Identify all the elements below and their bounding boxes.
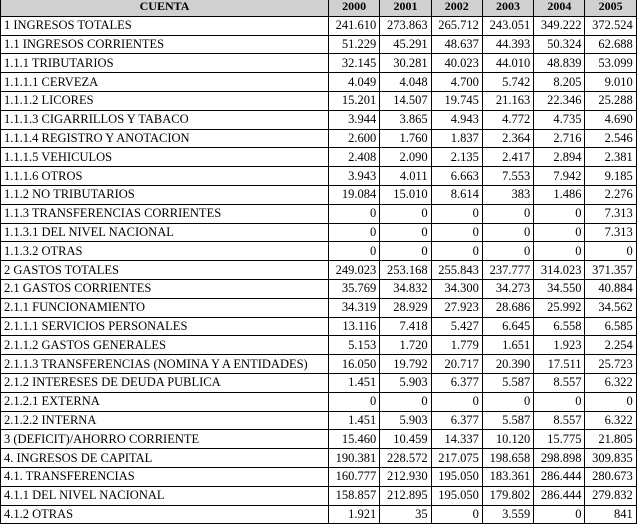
table-row: [1, 16, 637, 35]
value-cell: 1.486: [534, 185, 585, 204]
value-cell: 1.720: [380, 336, 431, 355]
table-row: [1, 261, 637, 280]
cuenta-cell: 1 INGRESOS TOTALES: [1, 16, 329, 35]
value-cell: 2.546: [585, 129, 636, 148]
value-cell: 5.903: [380, 411, 431, 430]
value-cell: 44.393: [482, 35, 533, 54]
value-cell: 255.843: [431, 261, 482, 280]
value-cell: 6.377: [431, 411, 482, 430]
header-cuenta: CUENTA: [1, 0, 329, 16]
value-cell: 183.361: [482, 467, 533, 486]
value-cell: 0: [329, 223, 380, 242]
value-cell: 50.324: [534, 35, 585, 54]
value-cell: 243.051: [482, 16, 533, 35]
value-cell: 6.585: [585, 317, 636, 336]
value-cell: 2.894: [534, 148, 585, 167]
value-cell: 32.145: [329, 54, 380, 73]
value-cell: 0: [380, 242, 431, 261]
value-cell: 34.832: [380, 279, 431, 298]
value-cell: 1.921: [329, 505, 380, 524]
value-cell: 19.745: [431, 91, 482, 110]
value-cell: 9.185: [585, 167, 636, 186]
header-year: 2002: [431, 0, 482, 16]
value-cell: 349.222: [534, 16, 585, 35]
value-cell: 6.663: [431, 167, 482, 186]
value-cell: 286.444: [534, 486, 585, 505]
value-cell: 212.930: [380, 467, 431, 486]
cuenta-cell: 2.1.2.2 INTERNA: [1, 411, 329, 430]
value-cell: 3.943: [329, 167, 380, 186]
value-cell: 34.562: [585, 298, 636, 317]
cuenta-cell: 2.1.1 FUNCIONAMIENTO: [1, 298, 329, 317]
table-row: [1, 129, 637, 148]
value-cell: 8.557: [534, 411, 585, 430]
table-row: [1, 73, 637, 92]
value-cell: 15.775: [534, 430, 585, 449]
table-row: [1, 54, 637, 73]
value-cell: 28.686: [482, 298, 533, 317]
value-cell: 0: [431, 392, 482, 411]
value-cell: 249.023: [329, 261, 380, 280]
value-cell: 0: [534, 223, 585, 242]
value-cell: 0: [380, 223, 431, 242]
value-cell: 19.084: [329, 185, 380, 204]
value-cell: 51.229: [329, 35, 380, 54]
value-cell: 6.322: [585, 373, 636, 392]
value-cell: 7.553: [482, 167, 533, 186]
cuenta-cell: 1.1 INGRESOS CORRIENTES: [1, 35, 329, 54]
value-cell: 372.524: [585, 16, 636, 35]
value-cell: 2.090: [380, 148, 431, 167]
value-cell: 2.364: [482, 129, 533, 148]
value-cell: 1.923: [534, 336, 585, 355]
table-row: [1, 373, 637, 392]
value-cell: 14.507: [380, 91, 431, 110]
value-cell: 195.050: [431, 467, 482, 486]
value-cell: 40.884: [585, 279, 636, 298]
value-cell: 0: [482, 242, 533, 261]
value-cell: 14.337: [431, 430, 482, 449]
value-cell: 1.451: [329, 373, 380, 392]
value-cell: 4.943: [431, 110, 482, 129]
value-cell: 217.075: [431, 449, 482, 468]
table-row: [1, 449, 637, 468]
value-cell: 25.992: [534, 298, 585, 317]
value-cell: 5.742: [482, 73, 533, 92]
table-row: [1, 298, 637, 317]
value-cell: 19.792: [380, 355, 431, 374]
cuenta-cell: 4.1.2 OTRAS: [1, 505, 329, 524]
value-cell: 5.153: [329, 336, 380, 355]
table-row: [1, 223, 637, 242]
table-row: [1, 110, 637, 129]
value-cell: 1.651: [482, 336, 533, 355]
value-cell: 198.658: [482, 449, 533, 468]
header-year: 2004: [534, 0, 585, 16]
value-cell: 6.558: [534, 317, 585, 336]
table-row: [1, 411, 637, 430]
value-cell: 2.716: [534, 129, 585, 148]
value-cell: 62.688: [585, 35, 636, 54]
value-cell: 0: [534, 204, 585, 223]
table-row: [1, 148, 637, 167]
value-cell: 1.760: [380, 129, 431, 148]
cuenta-cell: 4. INGRESOS DE CAPITAL: [1, 449, 329, 468]
cuenta-cell: 4.1. TRANSFERENCIAS: [1, 467, 329, 486]
table-row: [1, 467, 637, 486]
value-cell: 28.929: [380, 298, 431, 317]
table-row: [1, 505, 637, 524]
value-cell: 7.942: [534, 167, 585, 186]
value-cell: 314.023: [534, 261, 585, 280]
value-cell: 0: [329, 204, 380, 223]
value-cell: 286.444: [534, 467, 585, 486]
value-cell: 4.700: [431, 73, 482, 92]
value-cell: 4.735: [534, 110, 585, 129]
value-cell: 0: [534, 505, 585, 524]
value-cell: 0: [534, 242, 585, 261]
table-row: [1, 279, 637, 298]
value-cell: 6.645: [482, 317, 533, 336]
value-cell: 190.381: [329, 449, 380, 468]
value-cell: 158.857: [329, 486, 380, 505]
cuenta-cell: 2.1.2.1 EXTERNA: [1, 392, 329, 411]
value-cell: 237.777: [482, 261, 533, 280]
value-cell: 10.120: [482, 430, 533, 449]
value-cell: 228.572: [380, 449, 431, 468]
table-row: [1, 91, 637, 110]
value-cell: 1.779: [431, 336, 482, 355]
value-cell: 1.837: [431, 129, 482, 148]
value-cell: 2.408: [329, 148, 380, 167]
value-cell: 25.288: [585, 91, 636, 110]
table-row: [1, 317, 637, 336]
value-cell: 20.390: [482, 355, 533, 374]
value-cell: 2.600: [329, 129, 380, 148]
value-cell: 16.050: [329, 355, 380, 374]
value-cell: 34.300: [431, 279, 482, 298]
value-cell: 4.690: [585, 110, 636, 129]
value-cell: 2.276: [585, 185, 636, 204]
value-cell: 2.254: [585, 336, 636, 355]
value-cell: 0: [431, 223, 482, 242]
cuenta-cell: 2.1.1.2 GASTOS GENERALES: [1, 336, 329, 355]
cuenta-cell: 2.1.1.1 SERVICIOS PERSONALES: [1, 317, 329, 336]
value-cell: 45.291: [380, 35, 431, 54]
value-cell: 7.418: [380, 317, 431, 336]
cuenta-cell: 1.1.3.1 DEL NIVEL NACIONAL: [1, 223, 329, 242]
header-year: 2005: [585, 0, 636, 16]
value-cell: 371.357: [585, 261, 636, 280]
value-cell: 253.168: [380, 261, 431, 280]
value-cell: 280.673: [585, 467, 636, 486]
value-cell: 21.163: [482, 91, 533, 110]
value-cell: 160.777: [329, 467, 380, 486]
header-year: 2003: [482, 0, 533, 16]
value-cell: 179.802: [482, 486, 533, 505]
cuenta-cell: 1.1.1.1 CERVEZA: [1, 73, 329, 92]
value-cell: 13.116: [329, 317, 380, 336]
value-cell: 4.049: [329, 73, 380, 92]
header-row: [1, 0, 637, 16]
table-row: [1, 242, 637, 261]
value-cell: 0: [380, 392, 431, 411]
value-cell: 40.023: [431, 54, 482, 73]
value-cell: 15.010: [380, 185, 431, 204]
table-row: [1, 185, 637, 204]
table-row: [1, 35, 637, 54]
value-cell: 21.805: [585, 430, 636, 449]
table-row: [1, 430, 637, 449]
value-cell: 5.587: [482, 373, 533, 392]
value-cell: 265.712: [431, 16, 482, 35]
value-cell: 5.427: [431, 317, 482, 336]
value-cell: 34.550: [534, 279, 585, 298]
value-cell: 22.346: [534, 91, 585, 110]
value-cell: 8.205: [534, 73, 585, 92]
value-cell: 7.313: [585, 204, 636, 223]
value-cell: 0: [431, 204, 482, 223]
table-row: [1, 355, 637, 374]
cuenta-cell: 1.1.3.2 OTRAS: [1, 242, 329, 261]
value-cell: 48.839: [534, 54, 585, 73]
cuenta-cell: 2.1.2 INTERESES DE DEUDA PUBLICA: [1, 373, 329, 392]
value-cell: 35.769: [329, 279, 380, 298]
value-cell: 4.048: [380, 73, 431, 92]
value-cell: 3.865: [380, 110, 431, 129]
value-cell: 4.011: [380, 167, 431, 186]
cuenta-cell: 1.1.1.5 VEHICULOS: [1, 148, 329, 167]
value-cell: 15.201: [329, 91, 380, 110]
value-cell: 309.835: [585, 449, 636, 468]
value-cell: 0: [534, 392, 585, 411]
value-cell: 3.944: [329, 110, 380, 129]
cuenta-cell: 2.1 GASTOS CORRIENTES: [1, 279, 329, 298]
cuenta-cell: 4.1.1 DEL NIVEL NACIONAL: [1, 486, 329, 505]
value-cell: 17.511: [534, 355, 585, 374]
value-cell: 298.898: [534, 449, 585, 468]
value-cell: 1.451: [329, 411, 380, 430]
value-cell: 20.717: [431, 355, 482, 374]
value-cell: 0: [585, 392, 636, 411]
table-row: [1, 204, 637, 223]
cuenta-cell: 1.1.1.3 CIGARRILLOS Y TABACO: [1, 110, 329, 129]
table-row: [1, 336, 637, 355]
table-row: [1, 392, 637, 411]
value-cell: 48.637: [431, 35, 482, 54]
value-cell: 0: [482, 223, 533, 242]
value-cell: 212.895: [380, 486, 431, 505]
value-cell: 279.832: [585, 486, 636, 505]
cuenta-cell: 3 (DEFICIT)/AHORRO CORRIENTE: [1, 430, 329, 449]
value-cell: 2.135: [431, 148, 482, 167]
header-year: 2000: [329, 0, 380, 16]
value-cell: 35: [380, 505, 431, 524]
value-cell: 25.723: [585, 355, 636, 374]
value-cell: 9.010: [585, 73, 636, 92]
value-cell: 273.863: [380, 16, 431, 35]
value-cell: 34.273: [482, 279, 533, 298]
value-cell: 0: [585, 242, 636, 261]
value-cell: 6.322: [585, 411, 636, 430]
value-cell: 10.459: [380, 430, 431, 449]
cuenta-cell: 2.1.1.3 TRANSFERENCIAS (NOMINA Y A ENTIDADES): [1, 355, 329, 374]
cuenta-cell: 1.1.1 TRIBUTARIOS: [1, 54, 329, 73]
value-cell: 5.587: [482, 411, 533, 430]
cuenta-cell: 1.1.1.4 REGISTRO Y ANOTACION: [1, 129, 329, 148]
value-cell: 0: [329, 392, 380, 411]
cuenta-cell: 1.1.2 NO TRIBUTARIOS: [1, 185, 329, 204]
value-cell: 44.010: [482, 54, 533, 73]
cuenta-cell: 1.1.1.2 LICORES: [1, 91, 329, 110]
value-cell: 27.923: [431, 298, 482, 317]
value-cell: 0: [431, 505, 482, 524]
value-cell: 0: [482, 392, 533, 411]
cuenta-cell: 1.1.3 TRANSFERENCIAS CORRIENTES: [1, 204, 329, 223]
value-cell: 3.559: [482, 505, 533, 524]
value-cell: 5.903: [380, 373, 431, 392]
header-year: 2001: [380, 0, 431, 16]
value-cell: 195.050: [431, 486, 482, 505]
value-cell: 241.610: [329, 16, 380, 35]
cuenta-cell: 1.1.1.6 OTROS: [1, 167, 329, 186]
value-cell: 6.377: [431, 373, 482, 392]
value-cell: 30.281: [380, 54, 431, 73]
value-cell: 0: [482, 204, 533, 223]
table-row: [1, 167, 637, 186]
value-cell: 8.614: [431, 185, 482, 204]
value-cell: 383: [482, 185, 533, 204]
value-cell: 8.557: [534, 373, 585, 392]
value-cell: 2.381: [585, 148, 636, 167]
value-cell: 34.319: [329, 298, 380, 317]
table-body: [1, 16, 637, 524]
table-row: [1, 486, 637, 505]
value-cell: 0: [431, 242, 482, 261]
value-cell: 2.417: [482, 148, 533, 167]
value-cell: 4.772: [482, 110, 533, 129]
value-cell: 53.099: [585, 54, 636, 73]
value-cell: 0: [329, 242, 380, 261]
value-cell: 15.460: [329, 430, 380, 449]
value-cell: 841: [585, 505, 636, 524]
cuenta-cell: 2 GASTOS TOTALES: [1, 261, 329, 280]
value-cell: 0: [380, 204, 431, 223]
value-cell: 7.313: [585, 223, 636, 242]
